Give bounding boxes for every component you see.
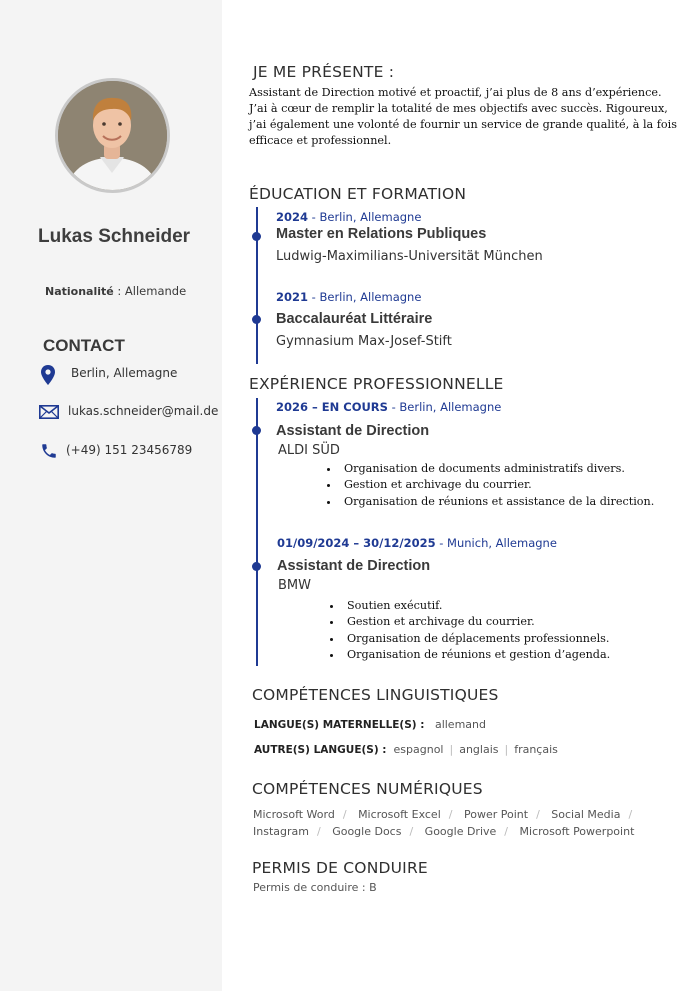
other-languages [254, 743, 558, 756]
digital-skill: Microsoft Powerpoint [519, 824, 635, 838]
education-date-1 [276, 210, 421, 224]
native-languages-label: LANGUE(S) MATERNELLE(S) : [254, 719, 425, 731]
digital-skill: Google Drive / [425, 825, 516, 838]
education-date-1-year: 2024 [276, 210, 309, 224]
intro-heading: JE ME PRÉSENTE : [253, 63, 395, 81]
education-timeline-dot-1 [252, 232, 261, 241]
experience-date-1 [276, 400, 501, 414]
experience-date-2-place: - Munich, Allemagne [435, 536, 557, 550]
experience-date-2 [277, 536, 557, 550]
experience-company-1: ALDI SÜD [278, 443, 340, 458]
experience-bullets-1 [320, 461, 654, 510]
experience-title-2: Assistant de Direction [277, 558, 431, 574]
contact-heading: CONTACT [43, 336, 125, 355]
nationality-value: Allemande [124, 284, 187, 298]
experience-1-bullet: • Gestion et archivage du courrier. [340, 477, 654, 493]
experience-timeline-dot-1 [252, 426, 261, 435]
digital-skill: Social Media / [551, 808, 640, 821]
experience-timeline-line [256, 398, 258, 666]
education-timeline-dot-2 [252, 315, 261, 324]
other-language: espagnol [393, 743, 444, 756]
education-heading: ÉDUCATION ET FORMATION [249, 185, 467, 203]
nationality-label: Nationalité [45, 285, 114, 298]
education-date-1-place: - Berlin, Allemagne [308, 210, 422, 224]
language-separator: | [449, 743, 454, 756]
experience-2-bullet: • Gestion et archivage du courrier. [343, 614, 610, 630]
experience-2-bullet: • Soutien exécutif. [343, 598, 610, 614]
digital-skill: Microsoft Word / [253, 808, 355, 821]
intro-text: Assistant de Direction motivé et proactif, j’ai plus de 8 ans d’expérience. J’ai à cœur de remplir la totalité de mes objectifs avec succès. Rigoureux, j’ai également une volonté de fournir un service de grande qualité, à la fois efficace et professionnel. [249, 86, 677, 147]
person-name: Lukas Schneider [38, 226, 191, 247]
education-date-2-year: 2021 [276, 290, 309, 304]
location-pin-icon [41, 365, 55, 385]
digital-heading: COMPÉTENCES NUMÉRIQUES [252, 780, 483, 798]
contact-location-text: Berlin, Allemagne [71, 366, 178, 380]
education-school-2: Gymnasium Max-Josef-Stift [276, 334, 452, 349]
education-title-1: Master en Relations Publiques [276, 226, 487, 242]
native-language: allemand [434, 718, 486, 731]
digital-skill: Instagram / [253, 825, 329, 838]
contact-phone-text[interactable]: (+49) 151 23456789 [66, 443, 193, 457]
phone-icon [40, 442, 58, 460]
education-timeline-line [256, 207, 258, 364]
education-date-2 [276, 290, 421, 304]
digital-skills [253, 807, 653, 840]
experience-date-1-period: 2026 – EN COURS [276, 400, 388, 414]
education-school-1: Ludwig-Maximilians-Universität München [276, 249, 543, 264]
experience-timeline-dot-2 [252, 562, 261, 571]
other-languages-label: AUTRE(S) LANGUE(S) : [254, 744, 387, 756]
experience-2-bullet: • Organisation de déplacements professionnels. [343, 631, 610, 647]
license-heading: PERMIS DE CONDUIRE [252, 859, 428, 877]
contact-email-text[interactable]: lukas.schneider@mail.de [68, 404, 219, 418]
experience-bullets-2 [323, 598, 610, 663]
languages-heading: COMPÉTENCES LINGUISTIQUES [252, 686, 499, 704]
education-date-2-place: - Berlin, Allemagne [308, 290, 422, 304]
person-silhouette-icon [58, 81, 167, 190]
envelope-icon [39, 405, 59, 419]
experience-heading: EXPÉRIENCE PROFESSIONNELLE [249, 375, 504, 393]
language-separator: | [504, 743, 509, 756]
experience-title-1: Assistant de Direction [276, 423, 430, 439]
experience-company-2: BMW [278, 578, 311, 593]
experience-date-1-place: - Berlin, Allemagne [387, 400, 502, 414]
experience-2-bullet: • Organisation de réunions et gestion d’agenda. [343, 647, 610, 663]
profile-photo [55, 78, 170, 193]
sidebar [0, 0, 222, 991]
education-title-2: Baccalauréat Littéraire [276, 311, 433, 327]
experience-date-2-period: 01/09/2024 – 30/12/2025 [277, 536, 436, 550]
digital-skill: Power Point / [464, 808, 548, 821]
other-language: français [514, 743, 558, 756]
digital-skill: Google Docs / [332, 825, 421, 838]
experience-1-bullet: • Organisation de réunions et assistance de la direction. [340, 494, 654, 510]
native-languages [254, 718, 486, 731]
nationality-separator: : [113, 284, 125, 298]
digital-skill: Microsoft Excel / [358, 808, 460, 821]
experience-1-bullet: • Organisation de documents administratifs divers. [340, 461, 654, 477]
nationality [45, 284, 186, 298]
license-text: Permis de conduire : B [253, 881, 377, 894]
other-language: anglais [459, 743, 499, 756]
